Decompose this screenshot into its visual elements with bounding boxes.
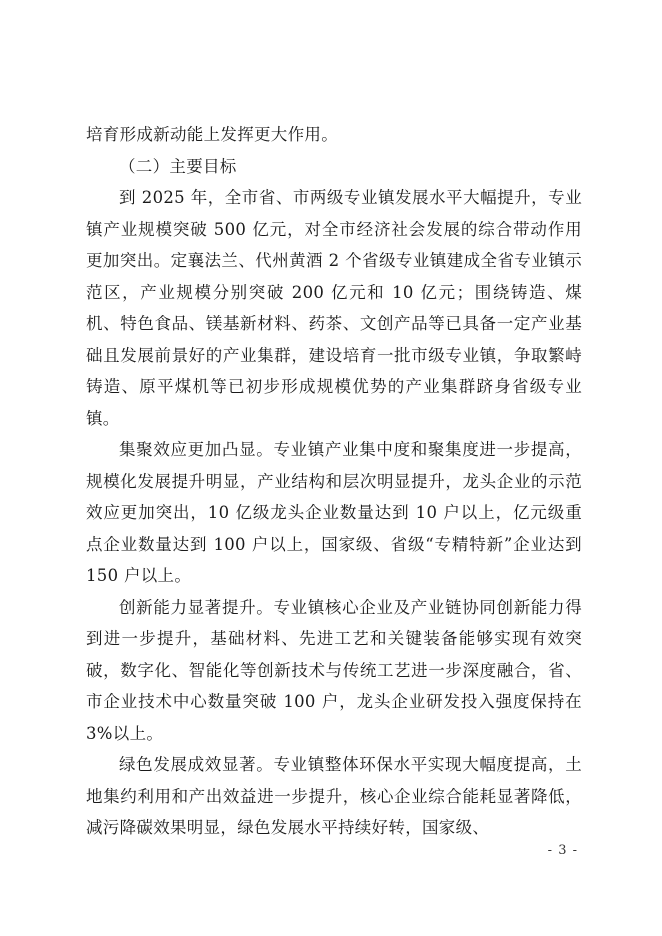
section-heading: （二）主要目标	[119, 156, 237, 176]
paragraph-main-goal: 到 2025 年，全市省、市两级专业镇发展水平大幅提升，专业镇产业规模突破 500 亿元，对全市经济社会发展的综合带动作用更加突出。定襄法兰、代州黄酒 2 个省级专业镇建成全省专业镇示范区，产业规模分别突破 200 亿元和 10 亿元；围绕铸造、煤机、特色食品、镁基新材料、药茶、文创产品等已具备一定产业基础且发展前景好的产业集群，建设培育一批市级专业镇，争取繁峙铸造、原平煤机等已初步形成规模优势的产业集群跻身省级专业镇。	[86, 188, 582, 428]
paragraph-continuation: 培育形成新动能上发挥更大作用。	[86, 125, 338, 144]
paragraph-agglomeration: 集聚效应更加凸显。专业镇产业集中度和聚集度进一步提高，规模化发展提升明显，产业结构和层次明显提升，龙头企业的示范效应更加突出，10 亿级龙头企业数量达到 10 户以上，亿元级重点企业数量达到 100 户以上，国家级、省级“专精特新”企业达到 150 户以上。	[86, 440, 582, 585]
paragraph-innovation: 创新能力显著提升。专业镇核心企业及产业链协同创新能力得到进一步提升，基础材料、先进工艺和关键装备能够实现有效突破，数字化、智能化等创新技术与传统工艺进一步深度融合，省、市企业技术中心数量突破 100 户，龙头企业研发投入强度保持在 3%以上。	[86, 597, 582, 743]
page-number: - 3 -	[547, 843, 578, 858]
document-body	[86, 119, 582, 844]
paragraph-green-development: 绿色发展成效显著。专业镇整体环保水平实现大幅度提高，土地集约利用和产出效益进一步提升，核心企业综合能耗显著降低，减污降碳效果明显，绿色发展水平持续好转，国家级、	[86, 755, 582, 837]
